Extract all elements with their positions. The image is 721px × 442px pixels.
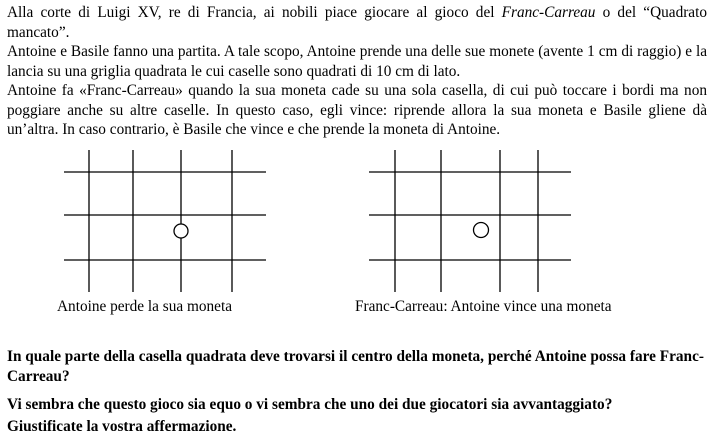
question-1: In quale parte della casella quadrata deve trovarsi il centro della moneta, perché Antoine possa fare Franc-Carreau? xyxy=(7,348,704,385)
question-3: Giustificate la vostra affermazione. xyxy=(7,418,237,435)
right-figure-caption: Franc-Carreau: Antoine vince una moneta xyxy=(355,298,612,315)
setup-paragraph: Antoine e Basile fanno una partita. A tale scopo, Antoine prende una delle sue monete (avente 1 cm di raggio) e la lancia su una griglia quadrata le cui caselle sono quadrati di 10 cm di lato. xyxy=(7,43,707,80)
coin-icon xyxy=(474,223,489,238)
left-figure-caption: Antoine perde la sua moneta xyxy=(57,298,233,315)
coin-icon xyxy=(174,224,188,238)
rules-paragraph: Antoine fa «Franc-Carreau» quando la sua moneta cade su una sola casella, di cui può toccare i bordi ma non poggiare anche su altre caselle. In questo caso, egli vince: riprende allora la sua moneta e Basile gliene dà un’altra. In caso contrario, è Basile che vince e che prende la moneta di Antoine. xyxy=(7,82,707,138)
game-title: Franc-Carreau xyxy=(501,4,596,21)
intro-text-end: o del “Quadrato mancato”. xyxy=(7,4,707,41)
question-2: Vi sembra che questo gioco sia equo o vi sembra che uno dei due giocatori sia avvantaggiato? xyxy=(7,396,613,413)
right-grid-figure xyxy=(365,150,575,292)
intro-text-start: Alla corte di Luigi XV, re di Francia, ai nobili piace giocare al gioco del xyxy=(7,4,502,21)
left-grid-figure xyxy=(60,150,270,292)
intro-paragraph xyxy=(7,3,707,42)
